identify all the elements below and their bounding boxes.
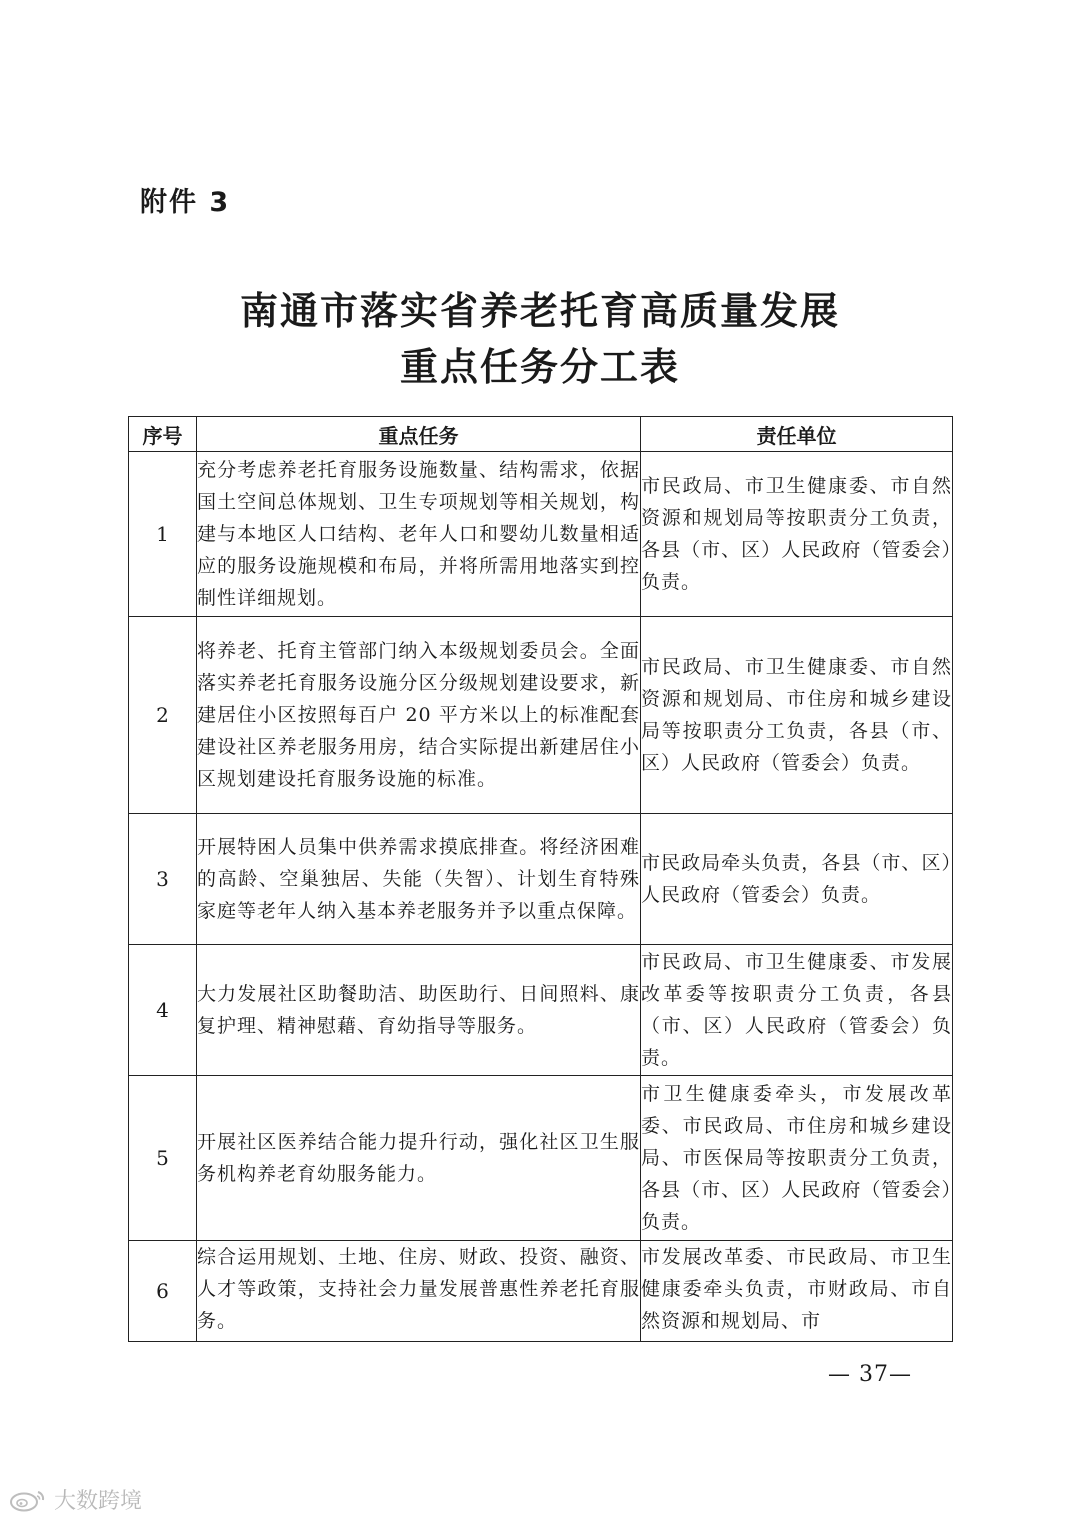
table-row xyxy=(129,617,953,814)
weibo-icon xyxy=(8,1488,48,1512)
attachment-label: 附件 3 xyxy=(140,187,231,218)
header-unit: 责任单位 xyxy=(641,417,953,452)
table-row xyxy=(129,814,953,945)
row-number: 1 xyxy=(129,452,197,617)
row-task: 将养老、托育主管部门纳入本级规划委员会。全面落实养老托育服务设施分区分级规划建设要求，新建居住小区按照每百户 20 平方米以上的标准配套建设社区养老服务用房，结合实际提出新建居住小区规划建设托育服务设施的标准。 xyxy=(197,617,641,814)
row-unit: 市发展改革委、市民政局、市卫生健康委牵头负责，市财政局、市自然资源和规划局、市 xyxy=(641,1241,953,1342)
page-number: — 37— xyxy=(828,1362,912,1387)
row-number: 2 xyxy=(129,617,197,814)
row-number: 3 xyxy=(129,814,197,945)
row-task: 充分考虑养老托育服务设施数量、结构需求，依据国土空间总体规划、卫生专项规划等相关规划，构建与本地区人口结构、老年人口和婴幼儿数量相适应的服务设施规模和布局，并将所需用地落实到控制性详细规划。 xyxy=(197,452,641,617)
row-number: 6 xyxy=(129,1241,197,1342)
row-task: 大力发展社区助餐助洁、助医助行、日间照料、康复护理、精神慰藉、育幼指导等服务。 xyxy=(197,945,641,1076)
table-row xyxy=(129,1076,953,1241)
document-title-line-2: 重点任务分工表 xyxy=(399,344,680,389)
row-unit: 市民政局、市卫生健康委、市自然资源和规划局等按职责分工负责，各县（市、区）人民政府（管委会）负责。 xyxy=(641,452,953,617)
table-row xyxy=(129,1241,953,1342)
row-unit: 市民政局牵头负责，各县（市、区）人民政府（管委会）负责。 xyxy=(641,814,953,945)
row-unit: 市民政局、市卫生健康委、市自然资源和规划局、市住房和城乡建设局等按职责分工负责，各县（市、区）人民政府（管委会）负责。 xyxy=(641,617,953,814)
watermark xyxy=(8,1484,142,1515)
table-header-row xyxy=(129,417,953,452)
task-division-table xyxy=(128,416,953,1342)
row-task: 综合运用规划、土地、住房、财政、投资、融资、人才等政策，支持社会力量发展普惠性养老托育服务。 xyxy=(197,1241,641,1342)
table-row xyxy=(129,945,953,1076)
header-no: 序号 xyxy=(129,417,197,452)
row-unit: 市卫生健康委牵头，市发展改革委、市民政局、市住房和城乡建设局、市医保局等按职责分工负责，各县（市、区）人民政府（管委会）负责。 xyxy=(641,1076,953,1241)
row-number: 5 xyxy=(129,1076,197,1241)
row-task: 开展社区医养结合能力提升行动，强化社区卫生服务机构养老育幼服务能力。 xyxy=(197,1076,641,1241)
row-number: 4 xyxy=(129,945,197,1076)
header-task: 重点任务 xyxy=(197,417,641,452)
table-row xyxy=(129,452,953,617)
row-unit: 市民政局、市卫生健康委、市发展改革委等按职责分工负责，各县（市、区）人民政府（管委会）负责。 xyxy=(641,945,953,1076)
document-title-line-1: 南通市落实省养老托育高质量发展 xyxy=(239,288,840,333)
watermark-text: 大数跨境 xyxy=(54,1489,143,1514)
row-task: 开展特困人员集中供养需求摸底排查。将经济困难的高龄、空巢独居、失能（失智）、计划生育特殊家庭等老年人纳入基本养老服务并予以重点保障。 xyxy=(197,814,641,945)
